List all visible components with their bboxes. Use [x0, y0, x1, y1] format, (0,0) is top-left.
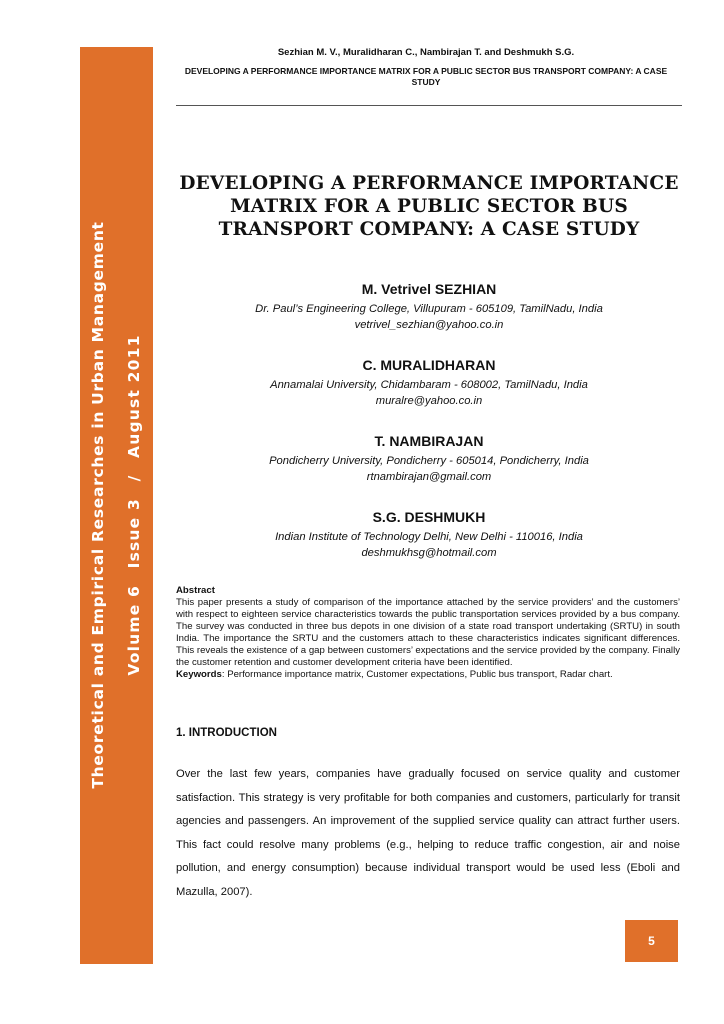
- author-block: [176, 509, 682, 561]
- author-name: M. Vetrivel SEZHIAN: [361, 281, 497, 297]
- author-block: [176, 433, 682, 485]
- author-affiliation: Pondicherry University, Pondicherry - 605014, Pondicherry, India: [269, 455, 589, 467]
- issue: Issue 3: [125, 498, 143, 569]
- author-affiliation: Dr. Paul’s Engineering College, Villupuram - 605109, TamilNadu, India: [255, 303, 603, 315]
- journal-name: Theoretical and Empirical Researches in Urban Management: [89, 221, 107, 789]
- author-affiliation: Annamalai University, Chidambaram - 608002, TamilNadu, India: [270, 379, 588, 391]
- author-name: S.G. DESHMUKH: [372, 509, 486, 525]
- author-block: [176, 281, 682, 333]
- author-name: T. NAMBIRAJAN: [374, 433, 484, 449]
- issue-date: August 2011: [125, 334, 143, 458]
- author-email[interactable]: muralre@yahoo.co.in: [375, 395, 483, 407]
- author-block: [176, 357, 682, 409]
- running-head-authors: Sezhian M. V., Muralidharan C., Nambirajan T. and Deshmukh S.G.: [277, 47, 575, 58]
- running-head-title: DEVELOPING A PERFORMANCE IMPORTANCE MATRIX FOR A PUBLIC SECTOR BUS TRANSPORT COMPANY: A CASE STUDY: [184, 66, 668, 87]
- volume-issue-date: [121, 221, 147, 788]
- header-rule: [176, 105, 682, 106]
- author-email[interactable]: vetrivel_sezhian@yahoo.co.in: [354, 319, 504, 331]
- separator: /: [125, 474, 143, 482]
- sidebar-text: [85, 221, 147, 788]
- paper-title: DEVELOPING A PERFORMANCE IMPORTANCE MATRIX FOR A PUBLIC SECTOR BUS TRANSPORT COMPANY: A CASE STUDY: [179, 173, 679, 240]
- page-number: 5: [648, 934, 655, 948]
- abstract: [176, 585, 680, 681]
- author-name: C. MURALIDHARAN: [362, 357, 496, 373]
- running-head: [176, 47, 676, 88]
- volume: Volume 6: [125, 585, 143, 676]
- author-email[interactable]: rtnambirajan@gmail.com: [366, 471, 492, 483]
- keywords: [176, 669, 680, 681]
- page-number-box: [625, 920, 678, 962]
- keywords-label: Keywords: [176, 669, 222, 680]
- author-affiliation: Indian Institute of Technology Delhi, New Delhi - 110016, India: [275, 531, 583, 543]
- abstract-heading: Abstract: [176, 585, 215, 596]
- keywords-text: : Performance importance matrix, Customer expectations, Public bus transport, Radar chart.: [221, 669, 613, 680]
- introduction-text: Over the last few years, companies have gradually focused on service quality and customer satisfaction. This strategy is very profitable for both companies and customers, particularly for transit agencies and passengers. An improvement of the supplied service quality can attract further users. This fact could resolve many problems (e.g., helping to reduce traffic congestion, air and noise pollution, and energy consumption) because individual transport would be used less (Eboli and Mazulla, 2007).: [176, 768, 680, 898]
- author-email[interactable]: deshmukhsg@hotmail.com: [361, 547, 497, 559]
- introduction-heading: 1. INTRODUCTION: [176, 727, 277, 739]
- abstract-text: This paper presents a study of comparison of the importance attached by the service providers’ and the customers’ with respect to eighteen service characteristics towards the public transportation services provided by a bus company. The survey was conducted in three bus depots in one division of a state road transport undertaking (SRTU) in south India. The importance the SRTU and the customers attach to these characteristics indicates significant differences. This reveals the existence of a gap between customers’ expectations and the service provided by the company. Finally the customer retention and customer development criteria have been identified.: [176, 597, 680, 668]
